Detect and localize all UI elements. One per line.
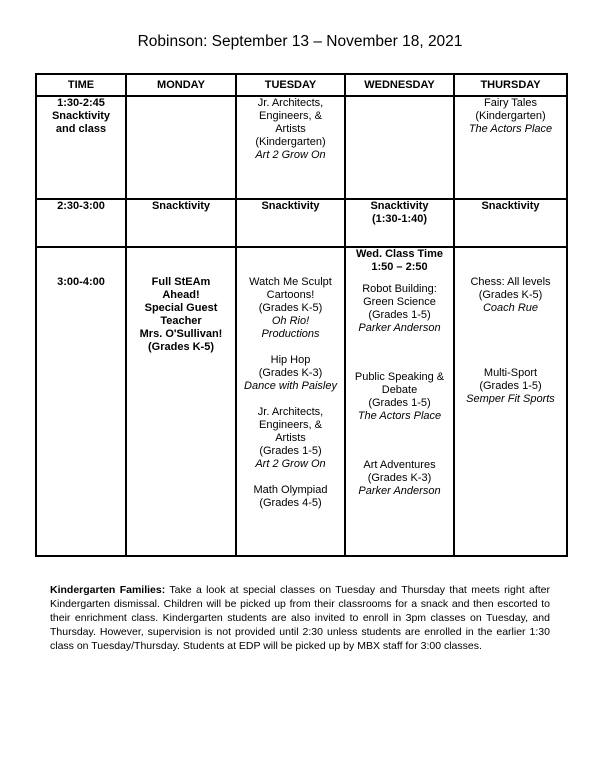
thursday-cell: Fairy Tales (Kindergarten) The Actors Place bbox=[454, 96, 567, 199]
wednesday-cell bbox=[345, 96, 454, 199]
table-row bbox=[36, 96, 567, 199]
tuesday-cell: Snacktivity bbox=[236, 199, 345, 247]
header-wednesday: WEDNESDAY bbox=[345, 74, 454, 96]
header-time: TIME bbox=[36, 74, 126, 96]
table-row bbox=[36, 199, 567, 247]
table-row bbox=[36, 247, 567, 556]
tuesday-cell: Watch Me Sculpt Cartoons! (Grades K-5) Oh Rio! Productions Hip Hop (Grades K-3) Dance with Paisley Jr. Architects, Engineers, & Artists (Grades 1-5) Art 2 Grow On Math Olympiad (Grades 4-5) bbox=[236, 247, 345, 556]
header-row bbox=[36, 74, 567, 96]
time-cell: 2:30-3:00 bbox=[36, 199, 126, 247]
header-monday: MONDAY bbox=[126, 74, 236, 96]
header-thursday: THURSDAY bbox=[454, 74, 567, 96]
wednesday-cell: Wed. Class Time 1:50 – 2:50 Robot Building: Green Science (Grades 1-5) Parker Anderson Public Speaking & Debate (Grades 1-5) The Actors Place Art Adventures (Grades K-3) Parker Anderson bbox=[345, 247, 454, 556]
time-cell: 1:30-2:45 Snacktivity and class bbox=[36, 96, 126, 199]
wednesday-cell: Snacktivity (1:30-1:40) bbox=[345, 199, 454, 247]
kindergarten-note bbox=[50, 583, 550, 653]
schedule-table bbox=[35, 73, 568, 557]
page-title: Robinson: September 13 – November 18, 2021 bbox=[137, 33, 463, 50]
note-label: Kindergarten Families: bbox=[50, 584, 166, 596]
time-cell: 3:00-4:00 bbox=[36, 247, 126, 556]
note-text: Take a look at special classes on Tuesday and Thursday that meets right after Kindergarten dismissal. Children will be picked up from their classrooms for a snack and then escorted to their enrichment class. Kindergarten students are also invited to enroll in 3pm classes on Tuesday, and Thursday. However, supervision is not provided until 2:30 unless students are enrolled in the earlier 1:30 class on Tuesday/Thursday. Students at EDP will be picked up by MBX staff for 3:00 classes. bbox=[50, 584, 550, 652]
monday-cell: Snacktivity bbox=[126, 199, 236, 247]
monday-cell: Full StEAm Ahead! Special Guest Teacher Mrs. O'Sullivan! (Grades K-5) bbox=[126, 247, 236, 556]
monday-cell bbox=[126, 96, 236, 199]
thursday-cell: Chess: All levels (Grades K-5) Coach Rue Multi-Sport (Grades 1-5) Semper Fit Sports bbox=[454, 247, 567, 556]
tuesday-cell: Jr. Architects, Engineers, & Artists (Kindergarten) Art 2 Grow On bbox=[236, 96, 345, 199]
header-tuesday: TUESDAY bbox=[236, 74, 345, 96]
thursday-cell: Snacktivity bbox=[454, 199, 567, 247]
